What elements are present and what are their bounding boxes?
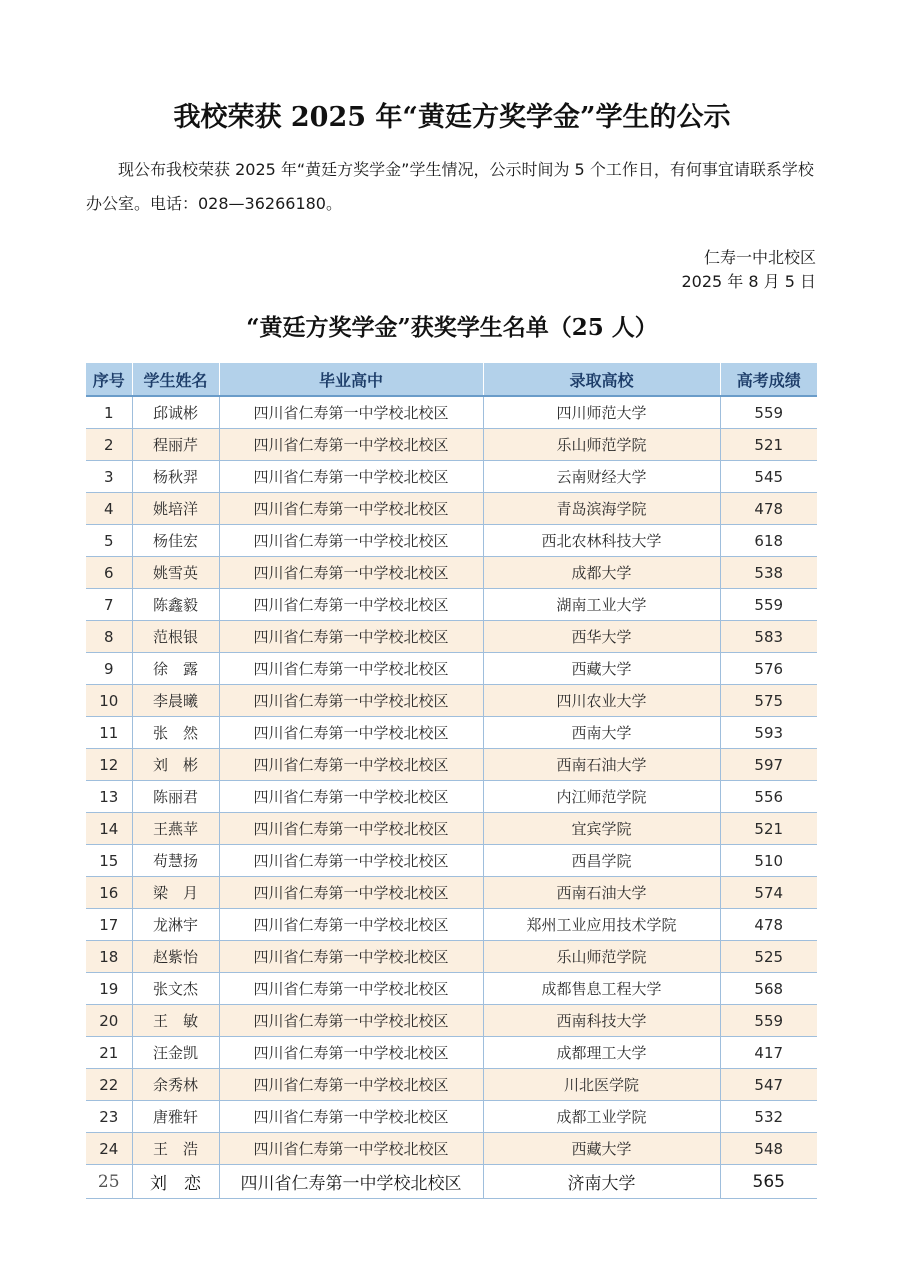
cell-name: 邱诚彬 <box>132 396 219 429</box>
cell-university: 宜宾学院 <box>483 813 720 845</box>
cell-high-school: 四川省仁寿第一中学校北校区 <box>219 749 483 781</box>
cell-name: 梁 月 <box>132 877 219 909</box>
cell-score: 478 <box>720 909 817 941</box>
cell-no: 14 <box>86 813 132 845</box>
cell-score: 593 <box>720 717 817 749</box>
cell-no: 1 <box>86 396 132 429</box>
cell-name: 范根银 <box>132 621 219 653</box>
winners-table-container <box>86 363 817 1199</box>
table-row <box>86 589 817 621</box>
cell-high-school: 四川省仁寿第一中学校北校区 <box>219 525 483 557</box>
cell-no: 11 <box>86 717 132 749</box>
cell-score: 547 <box>720 1069 817 1101</box>
cell-high-school: 四川省仁寿第一中学校北校区 <box>219 653 483 685</box>
cell-university: 四川农业大学 <box>483 685 720 717</box>
cell-name: 刘 彬 <box>132 749 219 781</box>
cell-score: 576 <box>720 653 817 685</box>
header-no: 序号 <box>86 363 132 396</box>
cell-university: 西北农林科技大学 <box>483 525 720 557</box>
cell-high-school: 四川省仁寿第一中学校北校区 <box>219 941 483 973</box>
table-row <box>86 525 817 557</box>
table-row <box>86 1037 817 1069</box>
intro-paragraph: 现公布我校荣获 2025 年“黄廷方奖学金”学生情况，公示时间为 5 个工作日，有何事宜请联系学校办公室。电话：028—36266180。 <box>86 160 814 213</box>
cell-score: 532 <box>720 1101 817 1133</box>
cell-high-school: 四川省仁寿第一中学校北校区 <box>219 685 483 717</box>
cell-name: 杨秋羿 <box>132 461 219 493</box>
cell-score: 545 <box>720 461 817 493</box>
table-row <box>86 429 817 461</box>
table-row <box>86 1133 817 1165</box>
cell-university: 西南科技大学 <box>483 1005 720 1037</box>
table-row <box>86 845 817 877</box>
table-row <box>86 396 817 429</box>
cell-no: 4 <box>86 493 132 525</box>
cell-no: 10 <box>86 685 132 717</box>
table-row <box>86 621 817 653</box>
cell-score: 575 <box>720 685 817 717</box>
cell-score: 478 <box>720 493 817 525</box>
cell-score: 574 <box>720 877 817 909</box>
cell-university: 西藏大学 <box>483 653 720 685</box>
cell-score: 597 <box>720 749 817 781</box>
cell-name: 姚培洋 <box>132 493 219 525</box>
cell-score: 521 <box>720 429 817 461</box>
cell-score: 618 <box>720 525 817 557</box>
cell-no: 2 <box>86 429 132 461</box>
cell-university: 川北医学院 <box>483 1069 720 1101</box>
cell-name: 余秀林 <box>132 1069 219 1101</box>
cell-score: 583 <box>720 621 817 653</box>
cell-university: 四川师范大学 <box>483 396 720 429</box>
cell-university: 西藏大学 <box>483 1133 720 1165</box>
signature-org: 仁寿一中北校区 <box>703 248 816 267</box>
table-row <box>86 685 817 717</box>
table-row <box>86 1005 817 1037</box>
cell-high-school: 四川省仁寿第一中学校北校区 <box>219 429 483 461</box>
cell-high-school: 四川省仁寿第一中学校北校区 <box>219 781 483 813</box>
cell-university: 西南石油大学 <box>483 749 720 781</box>
cell-no: 23 <box>86 1101 132 1133</box>
cell-no: 5 <box>86 525 132 557</box>
cell-high-school: 四川省仁寿第一中学校北校区 <box>219 621 483 653</box>
cell-no: 19 <box>86 973 132 1005</box>
cell-university: 青岛滨海学院 <box>483 493 720 525</box>
table-row <box>86 557 817 589</box>
cell-name: 陈鑫毅 <box>132 589 219 621</box>
cell-score: 559 <box>720 589 817 621</box>
cell-no: 13 <box>86 781 132 813</box>
cell-university: 成都工业学院 <box>483 1101 720 1133</box>
table-row <box>86 909 817 941</box>
cell-score: 559 <box>720 1005 817 1037</box>
cell-name: 苟慧扬 <box>132 845 219 877</box>
cell-no: 24 <box>86 1133 132 1165</box>
cell-high-school: 四川省仁寿第一中学校北校区 <box>219 877 483 909</box>
cell-no: 8 <box>86 621 132 653</box>
cell-score: 565 <box>720 1165 817 1199</box>
cell-name: 张 然 <box>132 717 219 749</box>
cell-score: 568 <box>720 973 817 1005</box>
cell-no: 22 <box>86 1069 132 1101</box>
cell-name: 唐雅轩 <box>132 1101 219 1133</box>
cell-name: 王 浩 <box>132 1133 219 1165</box>
signature-date: 2025 年 8 月 5 日 <box>681 272 816 291</box>
cell-high-school: 四川省仁寿第一中学校北校区 <box>219 1005 483 1037</box>
cell-no: 17 <box>86 909 132 941</box>
cell-name: 程丽芹 <box>132 429 219 461</box>
cell-high-school: 四川省仁寿第一中学校北校区 <box>219 1133 483 1165</box>
cell-no: 6 <box>86 557 132 589</box>
cell-name: 赵紫怡 <box>132 941 219 973</box>
cell-name: 龙淋宇 <box>132 909 219 941</box>
winners-table <box>86 363 817 1199</box>
cell-high-school: 四川省仁寿第一中学校北校区 <box>219 1069 483 1101</box>
cell-score: 556 <box>720 781 817 813</box>
cell-no: 16 <box>86 877 132 909</box>
cell-name: 徐 露 <box>132 653 219 685</box>
cell-score: 559 <box>720 396 817 429</box>
table-row <box>86 749 817 781</box>
cell-name: 陈丽君 <box>132 781 219 813</box>
table-row <box>86 781 817 813</box>
table-row <box>86 1165 817 1199</box>
cell-university: 西南大学 <box>483 717 720 749</box>
cell-high-school: 四川省仁寿第一中学校北校区 <box>219 493 483 525</box>
cell-high-school: 四川省仁寿第一中学校北校区 <box>219 461 483 493</box>
cell-university: 云南财经大学 <box>483 461 720 493</box>
signature-block <box>681 246 816 294</box>
cell-high-school: 四川省仁寿第一中学校北校区 <box>219 1037 483 1069</box>
cell-high-school: 四川省仁寿第一中学校北校区 <box>219 845 483 877</box>
cell-university: 乐山师范学院 <box>483 941 720 973</box>
page-title: 我校荣获 2025 年“黄廷方奖学金”学生的公示 <box>173 102 731 133</box>
cell-score: 510 <box>720 845 817 877</box>
cell-high-school: 四川省仁寿第一中学校北校区 <box>219 396 483 429</box>
table-row <box>86 1101 817 1133</box>
list-title: “黄廷方奖学金”获奖学生名单（25 人） <box>246 314 658 341</box>
cell-name: 杨佳宏 <box>132 525 219 557</box>
cell-university: 内江师范学院 <box>483 781 720 813</box>
cell-high-school: 四川省仁寿第一中学校北校区 <box>219 813 483 845</box>
cell-no: 12 <box>86 749 132 781</box>
cell-name: 王 敏 <box>132 1005 219 1037</box>
cell-score: 521 <box>720 813 817 845</box>
cell-university: 成都理工大学 <box>483 1037 720 1069</box>
cell-name: 汪金凯 <box>132 1037 219 1069</box>
cell-score: 548 <box>720 1133 817 1165</box>
table-row <box>86 717 817 749</box>
header-score: 高考成绩 <box>720 363 817 396</box>
cell-university: 西昌学院 <box>483 845 720 877</box>
header-high-school: 毕业高中 <box>219 363 483 396</box>
cell-high-school: 四川省仁寿第一中学校北校区 <box>219 1165 483 1199</box>
table-body <box>86 396 817 1199</box>
cell-name: 姚雪英 <box>132 557 219 589</box>
cell-score: 538 <box>720 557 817 589</box>
cell-high-school: 四川省仁寿第一中学校北校区 <box>219 1101 483 1133</box>
cell-university: 成都大学 <box>483 557 720 589</box>
table-row <box>86 493 817 525</box>
cell-university: 湖南工业大学 <box>483 589 720 621</box>
table-row <box>86 941 817 973</box>
cell-no: 15 <box>86 845 132 877</box>
cell-no: 20 <box>86 1005 132 1037</box>
cell-name: 李晨曦 <box>132 685 219 717</box>
cell-no: 21 <box>86 1037 132 1069</box>
cell-name: 王燕苹 <box>132 813 219 845</box>
header-university: 录取高校 <box>483 363 720 396</box>
cell-score: 417 <box>720 1037 817 1069</box>
cell-university: 济南大学 <box>483 1165 720 1199</box>
table-row <box>86 877 817 909</box>
cell-university: 乐山师范学院 <box>483 429 720 461</box>
cell-university: 成都售息工程大学 <box>483 973 720 1005</box>
table-row <box>86 461 817 493</box>
cell-high-school: 四川省仁寿第一中学校北校区 <box>219 717 483 749</box>
cell-university: 郑州工业应用技术学院 <box>483 909 720 941</box>
cell-no: 25 <box>86 1165 132 1199</box>
cell-no: 3 <box>86 461 132 493</box>
cell-score: 525 <box>720 941 817 973</box>
cell-no: 18 <box>86 941 132 973</box>
table-row <box>86 1069 817 1101</box>
table-row <box>86 973 817 1005</box>
cell-university: 西华大学 <box>483 621 720 653</box>
cell-high-school: 四川省仁寿第一中学校北校区 <box>219 557 483 589</box>
cell-name: 刘 恋 <box>132 1165 219 1199</box>
cell-name: 张文杰 <box>132 973 219 1005</box>
header-name: 学生姓名 <box>132 363 219 396</box>
cell-no: 7 <box>86 589 132 621</box>
table-header-row <box>86 363 817 396</box>
cell-high-school: 四川省仁寿第一中学校北校区 <box>219 589 483 621</box>
table-row <box>86 653 817 685</box>
cell-university: 西南石油大学 <box>483 877 720 909</box>
cell-no: 9 <box>86 653 132 685</box>
cell-high-school: 四川省仁寿第一中学校北校区 <box>219 909 483 941</box>
table-row <box>86 813 817 845</box>
cell-high-school: 四川省仁寿第一中学校北校区 <box>219 973 483 1005</box>
